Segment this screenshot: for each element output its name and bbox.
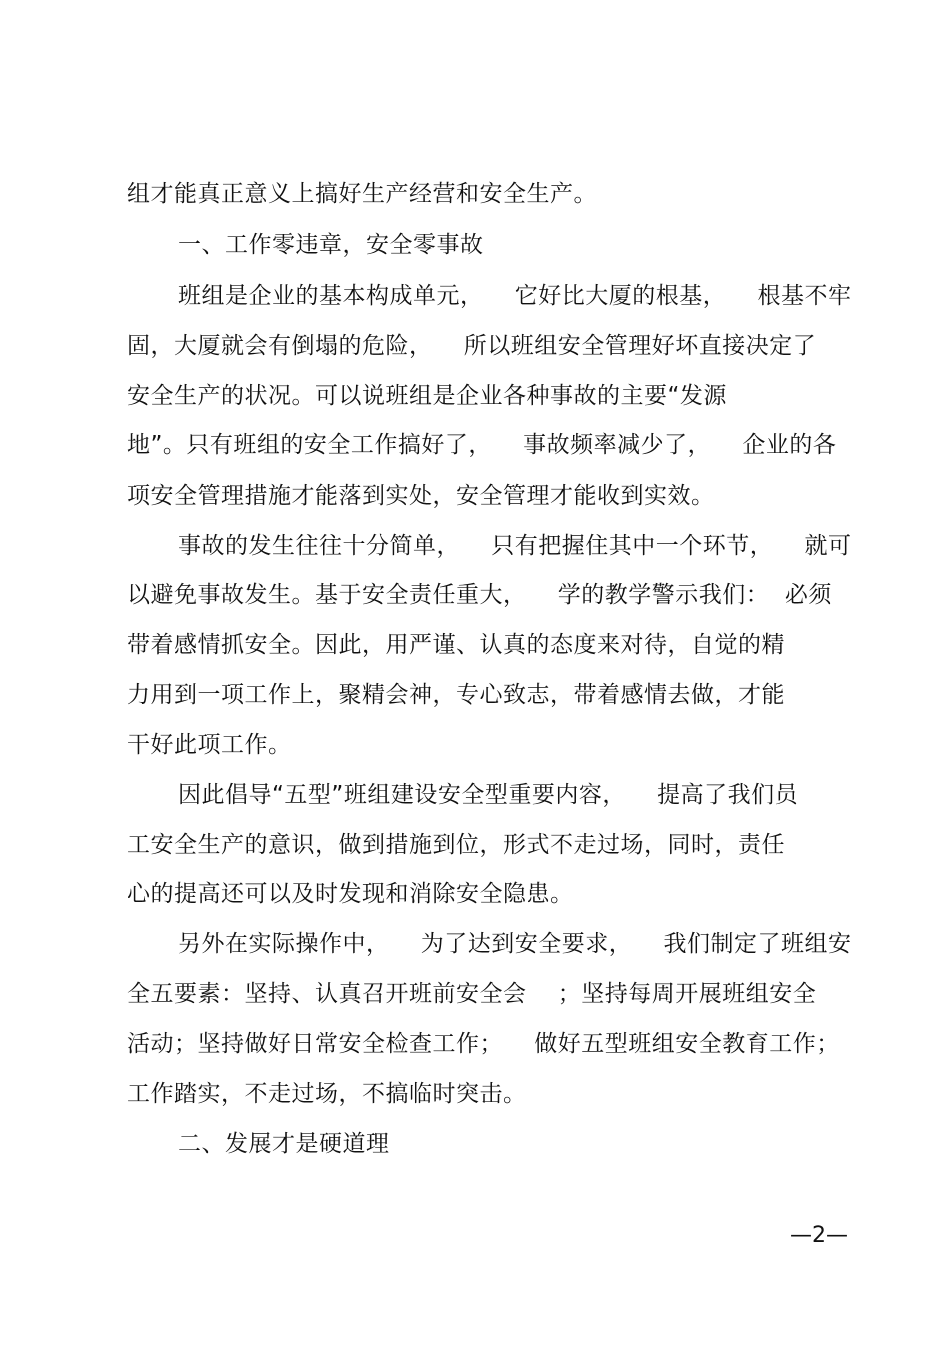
text-line-12: 干好此项工作。 (127, 732, 292, 758)
heading-section-2: 二、发展才是硬道理 (178, 1131, 390, 1157)
text-line-13: 因此倡导“五型”班组建设安全型重要内容， 提高了我们员 (178, 782, 799, 808)
text-line-11: 力用到一项工作上，聚精会神，专心致志，带着感情去做，才能 (127, 682, 785, 708)
text-line-15: 心的提高还可以及时发现和消除安全隐患。 (127, 881, 574, 907)
text-line-10: 带着感情抓安全。因此，用严谨、认真的态度来对待，自觉的精 (127, 632, 785, 658)
text-line-18: 活动；坚持做好日常安全检查工作； 做好五型班组安全教育工作； (127, 1031, 840, 1057)
text-line-6: 地”。只有班组的安全工作搞好了， 事故频率减少了， 企业的各 (127, 432, 837, 458)
text-line-9: 以避免事故发生。基于安全责任重大， 学的教学警示我们： 必须 (127, 582, 832, 608)
text-line-8: 事故的发生往往十分简单， 只有把握住其中一个环节， 就可 (178, 533, 852, 559)
text-line-16: 另外在实际操作中， 为了达到安全要求， 我们制定了班组安 (178, 931, 852, 957)
text-line-1: 组才能真正意义上搞好生产经营和安全生产。 (127, 181, 597, 207)
text-line-7: 项安全管理措施才能落到实处，安全管理才能收到实效。 (127, 483, 715, 509)
text-line-14: 工安全生产的意识，做到措施到位，形式不走过场，同时，责任 (127, 832, 785, 858)
heading-section-1: 一、工作零违章，安全零事故 (178, 232, 484, 258)
text-line-3: 班组是企业的基本构成单元， 它好比大厦的根基， 根基不牢 (178, 283, 852, 309)
text-line-5: 安全生产的状况。可以说班组是企业各种事故的主要“发源 (127, 383, 727, 409)
text-line-4: 固，大厦就会有倒塌的危险， 所以班组安全管理好坏直接决定了 (127, 333, 817, 359)
page-number: —2— (790, 1223, 848, 1248)
text-line-17: 全五要素：坚持、认真召开班前安全会 ；坚持每周开展班组安全 (127, 981, 817, 1007)
text-line-19: 工作踏实，不走过场，不搞临时突击。 (127, 1081, 527, 1107)
